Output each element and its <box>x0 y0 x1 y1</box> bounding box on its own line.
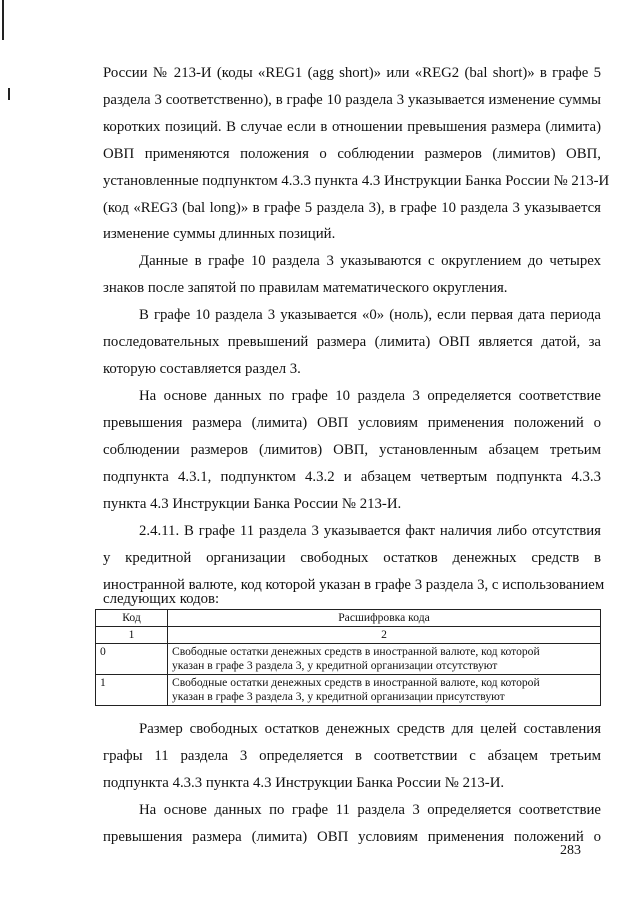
description-cell <box>168 675 601 706</box>
description-line: Свободные остатки денежных средств в иностранной валюте, код которой <box>172 645 540 658</box>
paragraph-line: В графе 10 раздела 3 указывается «0» (ноль), если первая дата периода <box>139 307 601 323</box>
paragraph-line: пункта 4.3 Инструкции Банка России № 213-И. <box>103 496 402 512</box>
paragraph-line: установленные подпунктом 4.3.3 пункта 4.3 Инструкции Банка России № 213-И <box>103 173 610 189</box>
table-header-cell: Код <box>96 610 168 627</box>
paragraph-line: иностранной валюте, код которой указан в графе 3 раздела 3, с использованием <box>103 577 605 593</box>
paragraph-line: раздела 3 соответственно), в графе 10 раздела 3 указывается изменение суммы <box>103 92 601 108</box>
code-cell: 0 <box>96 644 168 675</box>
table-header-row <box>96 610 601 627</box>
paragraph-line: превышения размера (лимита) ОВП условиям применения положений о <box>103 415 601 431</box>
paragraph-line: знаков после запятой по правилам математического округления. <box>103 280 508 296</box>
paragraph-line: России № 213-И (коды «REG1 (agg short)» или «REG2 (bal short)» в графе 5 <box>103 65 601 81</box>
table-row <box>96 675 601 706</box>
table-row <box>96 644 601 675</box>
paragraph-line: подпункта 4.3.3 пункта 4.3 Инструкции Банка России № 213-И. <box>103 775 505 791</box>
scan-edge-mark <box>8 88 10 100</box>
paragraph-line: коротких позиций. В случае если в отношении превышения размера (лимита) <box>103 119 601 135</box>
table-number-cell: 2 <box>168 627 601 644</box>
paragraph-line: (код «REG3 (bal long)» в графе 5 раздела 3), в графе 10 раздела 3 указывается <box>103 200 601 216</box>
paragraph-line: соблюдении размеров (лимитов) ОВП, установленным абзацем третьим <box>103 442 601 458</box>
paragraph-line: 2.4.11. В графе 11 раздела 3 указывается факт наличия либо отсутствия <box>139 523 601 539</box>
paragraph-line: следующих кодов: <box>103 591 220 607</box>
table-number-cell: 1 <box>96 627 168 644</box>
table-number-row <box>96 627 601 644</box>
description-line: указан в графе 3 раздела 3, у кредитной организации отсутствуют <box>172 659 498 672</box>
page-number: 283 <box>560 843 581 858</box>
paragraph-line: На основе данных по графе 10 раздела 3 определяется соответствие <box>139 388 601 404</box>
paragraph-line: последовательных превышений размера (лимита) ОВП является датой, за <box>103 334 601 350</box>
description-cell <box>168 644 601 675</box>
paragraph-line: графы 11 раздела 3 определяется в соответствии с абзацем третьим <box>103 748 601 764</box>
codes-table <box>95 609 601 706</box>
paragraph-line: Данные в графе 10 раздела 3 указываются с округлением до четырех <box>139 253 601 269</box>
paragraph-line: у кредитной организации свободных остатков денежных средств в <box>103 550 601 566</box>
code-cell: 1 <box>96 675 168 706</box>
scan-edge-mark <box>2 0 4 40</box>
paragraph-line: которую составляется раздел 3. <box>103 361 301 377</box>
paragraph-line: Размер свободных остатков денежных средств для целей составления <box>139 721 601 737</box>
description-line: указан в графе 3 раздела 3, у кредитной организации присутствуют <box>172 690 505 703</box>
paragraph-line: ОВП применяются положения о соблюдении размеров (лимитов) ОВП, <box>103 146 601 162</box>
paragraph-line: подпункта 4.3.1, подпунктом 4.3.2 и абзацем четвертым подпункта 4.3.3 <box>103 469 601 485</box>
paragraph-line: На основе данных по графе 11 раздела 3 определяется соответствие <box>139 802 601 818</box>
description-line: Свободные остатки денежных средств в иностранной валюте, код которой <box>172 676 540 689</box>
paragraph-line: изменение суммы длинных позиций. <box>103 226 336 242</box>
table-header-cell: Расшифровка кода <box>168 610 601 627</box>
paragraph-line: превышения размера (лимита) ОВП условиям применения положений о <box>103 829 601 845</box>
